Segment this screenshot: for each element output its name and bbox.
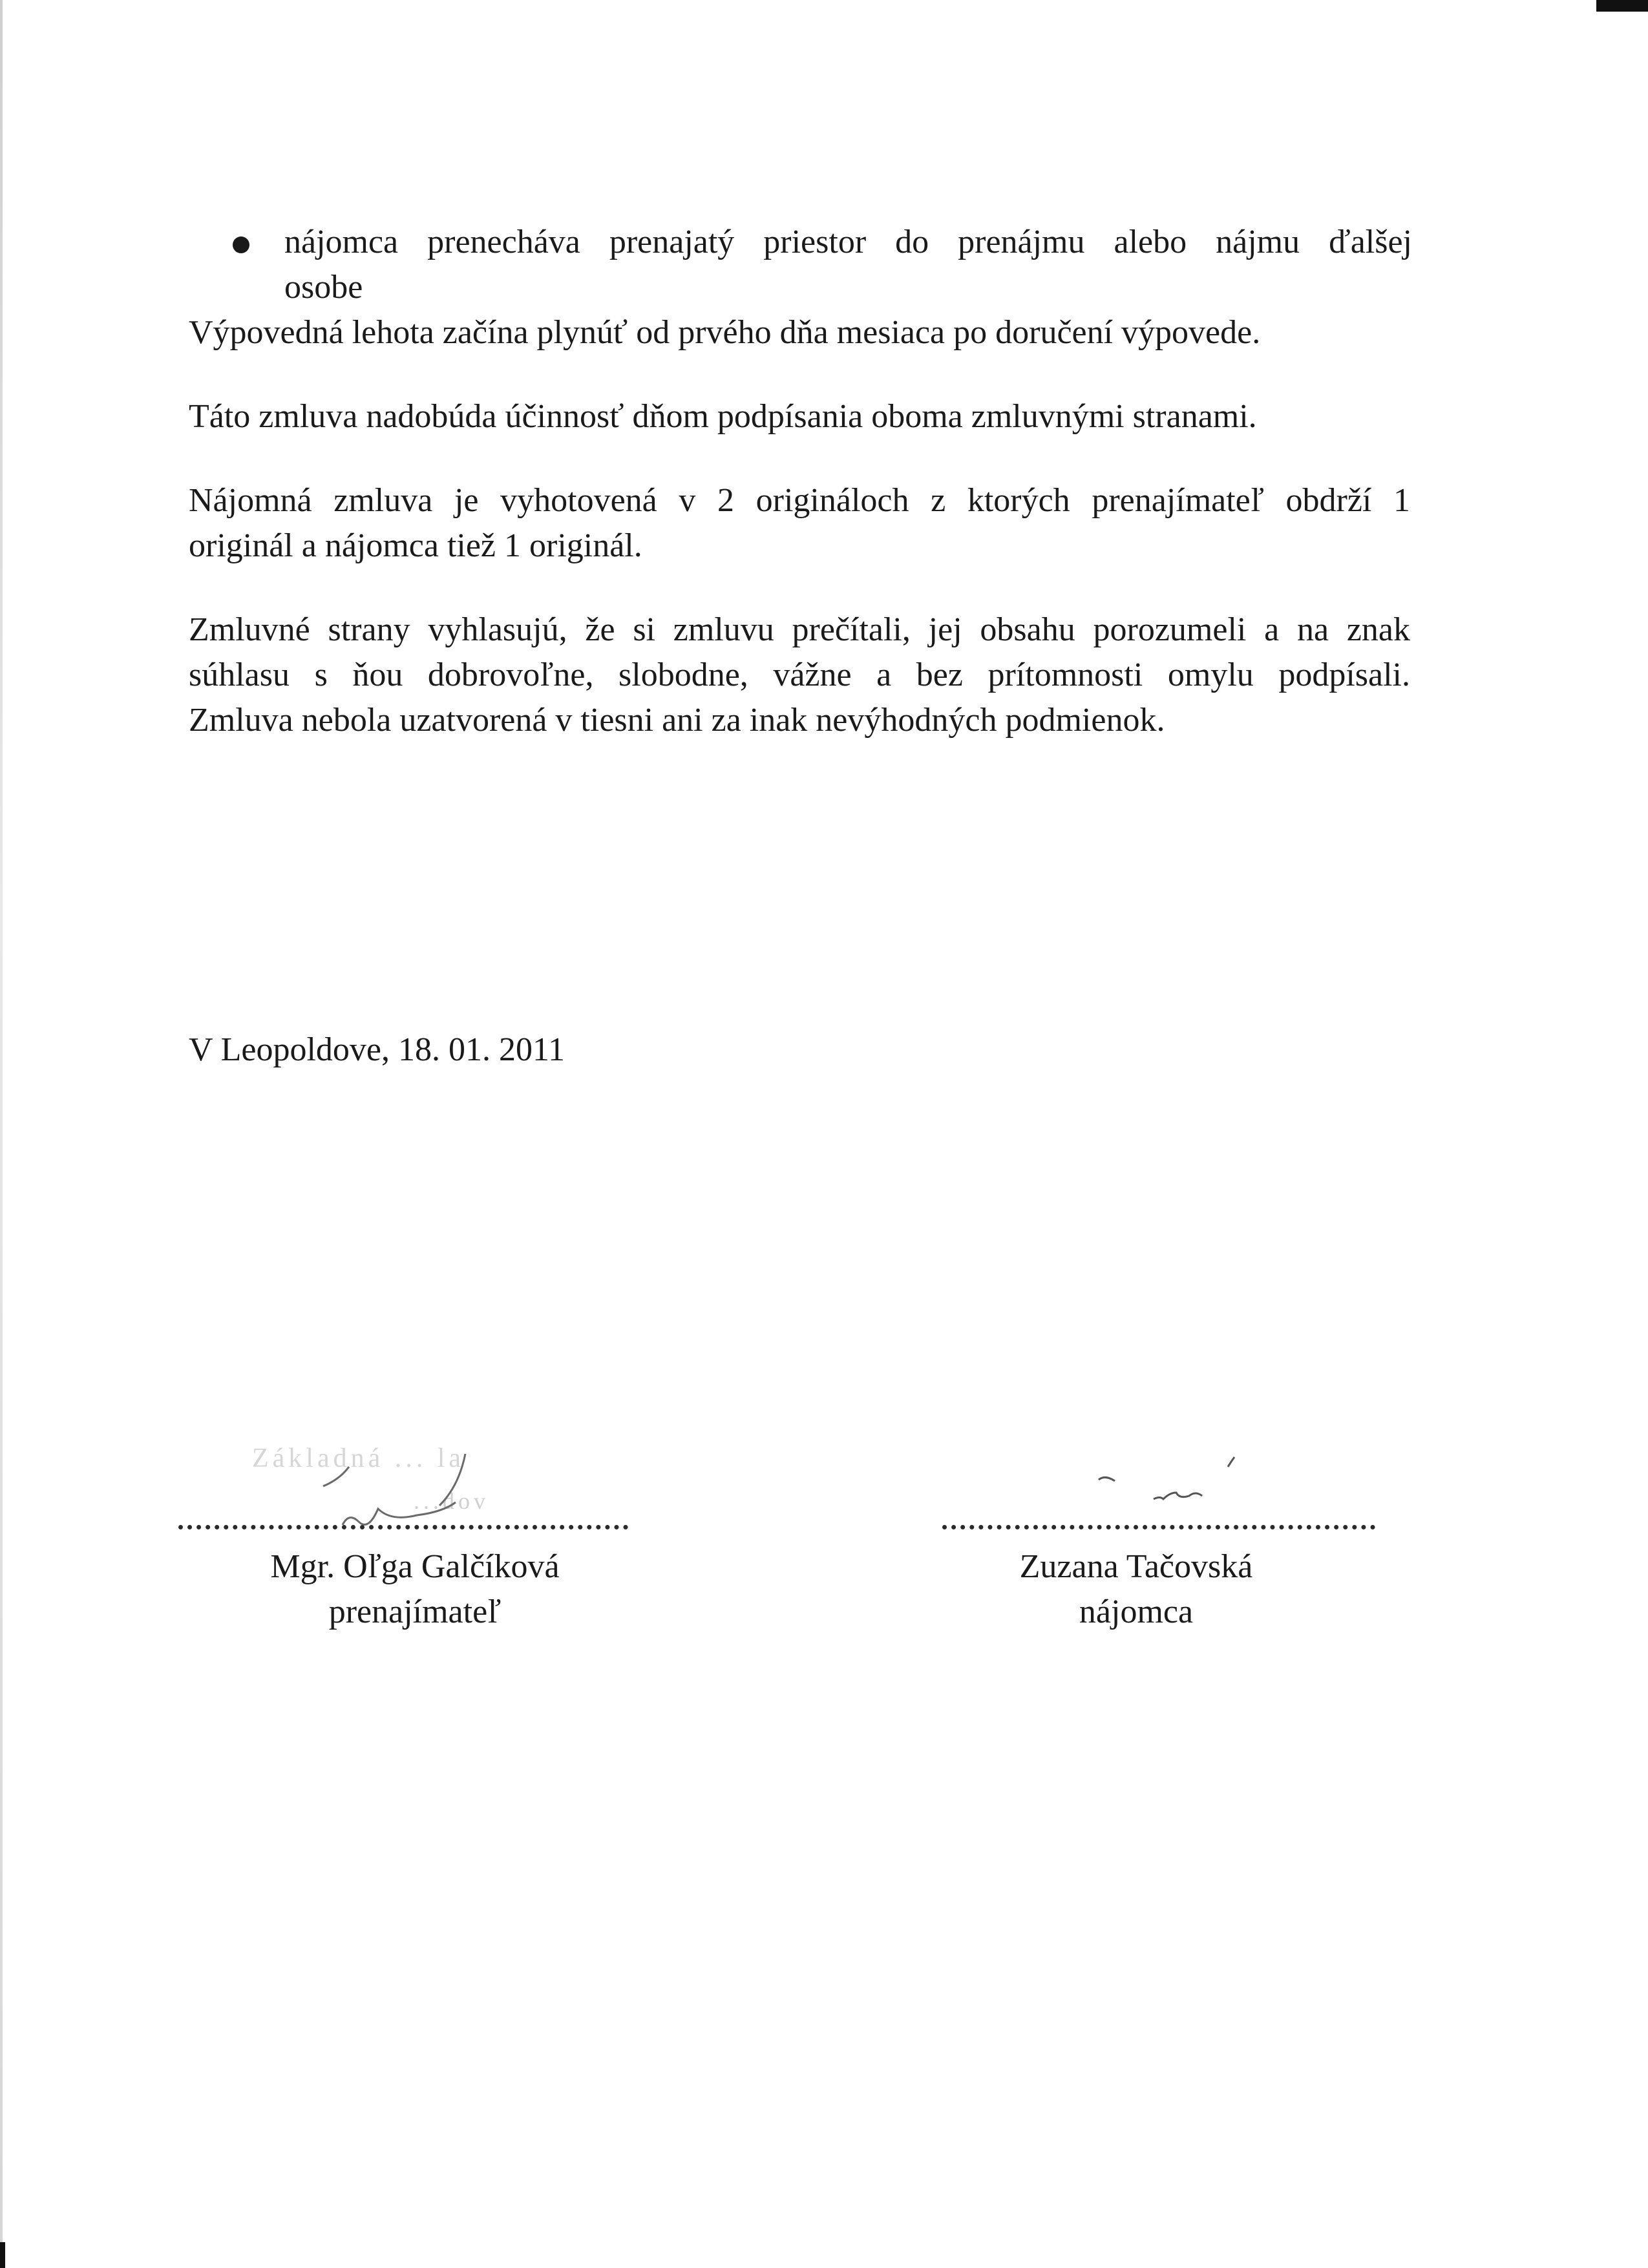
landlord-signature-line xyxy=(178,1525,628,1529)
tenant-signature-line xyxy=(942,1525,1375,1529)
tenant-signature-stroke-3 xyxy=(1228,1457,1234,1467)
bullet-icon xyxy=(233,236,249,253)
scan-edge-shadow xyxy=(0,0,3,2268)
effectiveness-text: Táto zmluva nadobúda účinnosť dňom podpísania oboma zmluvnými stranami. xyxy=(189,398,1257,435)
tenant-name: Zuzana Tačovská xyxy=(1019,1548,1253,1585)
paragraph-originals xyxy=(189,478,1410,569)
stamp-text-bottom: ...dov xyxy=(414,1488,489,1514)
tenant-signature xyxy=(1092,1454,1260,1525)
scan-mark-top xyxy=(1596,0,1648,12)
tenant-role: nájomca xyxy=(1079,1593,1194,1630)
stamp-text-top: Základná ... la xyxy=(252,1444,465,1473)
paragraph-declaration xyxy=(189,607,1410,743)
place-date: V Leopoldove, 18. 01. 2011 xyxy=(189,1031,565,1068)
bullet-line-2: osobe xyxy=(284,269,363,306)
declaration-line-3: Zmluva nebola uzatvorená v tiesni ani za inak nevýhodných podmienok. xyxy=(189,702,1165,739)
bullet-item-text xyxy=(284,220,1412,310)
declaration-line-1: Zmluvné strany vyhlasujú, že si zmluvu prečítali, jej obsahu porozumeli a na znak xyxy=(189,611,1410,648)
landlord-signature-block xyxy=(169,1544,660,1635)
tenant-signature-stroke-2 xyxy=(1154,1493,1202,1499)
originals-line-1: Nájomná zmluva je vyhotovená v 2 origináloch z ktorých prenajímateľ obdrží 1 xyxy=(189,482,1410,519)
paragraph-notice-period xyxy=(189,310,1410,355)
tenant-signature-stroke-1 xyxy=(1099,1477,1115,1481)
landlord-role: prenajímateľ xyxy=(328,1593,502,1630)
originals-line-2: originál a nájomca tiež 1 originál. xyxy=(189,527,642,564)
landlord-name: Mgr. Oľga Galčíková xyxy=(270,1548,560,1585)
paragraph-effectiveness xyxy=(189,394,1410,439)
scan-mark-bottom xyxy=(0,2242,5,2268)
bullet-line-1: nájomca prenecháva prenajatý priestor do prenájmu alebo nájmu ďalšej xyxy=(284,224,1412,260)
declaration-line-2: súhlasu s ňou dobrovoľne, slobodne, vážne a bez prítomnosti omylu podpísali. xyxy=(189,656,1410,693)
notice-period-text: Výpovedná lehota začína plynúť od prvého dňa mesiaca po doručení výpovede. xyxy=(189,314,1261,351)
tenant-signature-block xyxy=(891,1544,1382,1635)
